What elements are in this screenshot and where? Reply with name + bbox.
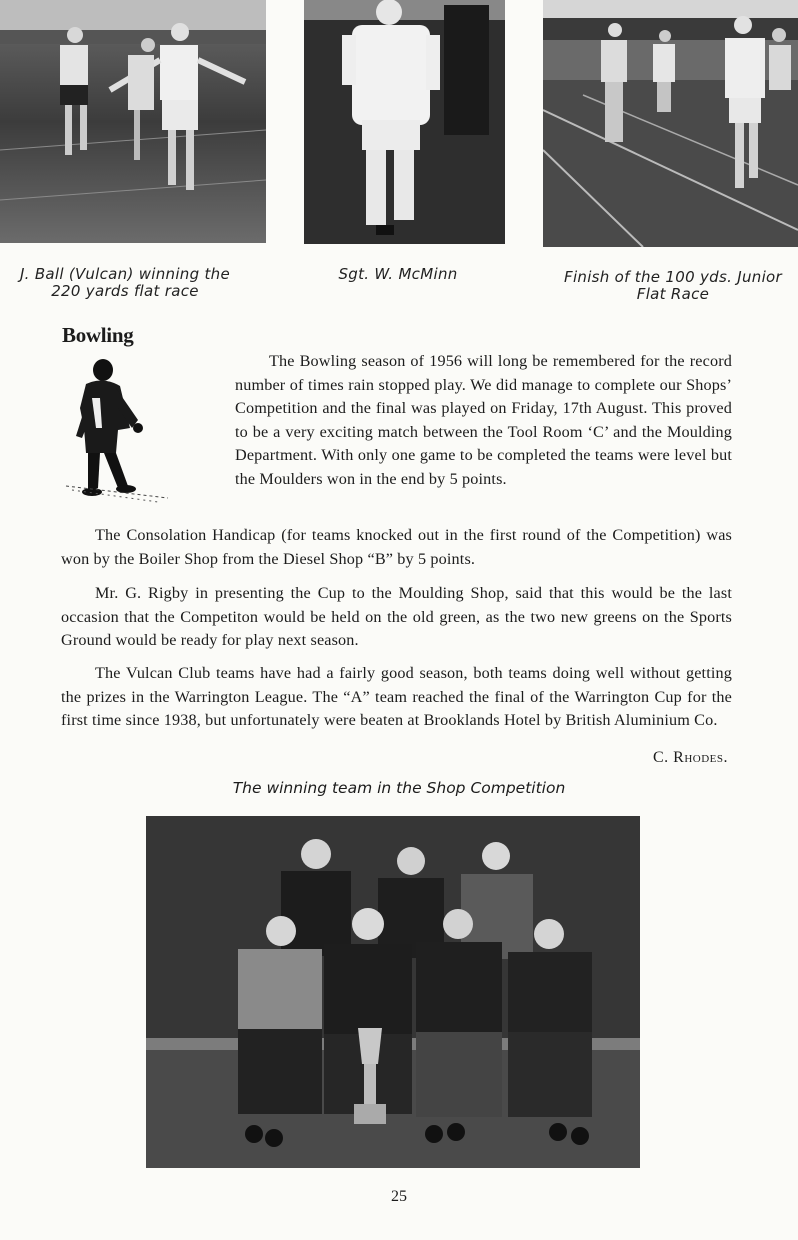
paragraph-season: The Bowling season of 1956 will long be remembered for the record number of times rain stopped play. We did manage to complete our Shops’ Competition and the final was played on Friday, 17th August. This proved to be a very exciting match between the Tool Room ‘C’ and the Moulding Department. With only one game to be completed the teams were level but the Moulders won in the end by 5 points.: [235, 352, 732, 488]
caption-line: Sgt. W. McMinn: [338, 265, 458, 283]
team-photo-caption: The winning team in the Shop Competition: [232, 779, 566, 797]
caption-line: J. Ball (Vulcan) winning the: [19, 265, 231, 283]
caption-ball: [0, 266, 250, 300]
photo-ball-220-yards: [0, 0, 266, 243]
section-heading: Bowling: [62, 323, 134, 347]
caption-line: Finish of the 100 yds. Junior: [564, 268, 782, 286]
paragraph-rigby: Mr. G. Rigby in presenting the Cup to the Moulding Shop, said that this would be the last occasion that the Competiton would be held on the old green, as the two new greens on the Sports Ground would be ready for play next season.: [61, 584, 732, 649]
paragraph-vulcan-club: The Vulcan Club teams have had a fairly good season, both teams doing well without getting the prizes in the Warrington League. The “A” team reached the final of the Warrington Cup for the first time since 1938, but unfortunately were beaten at Brooklands Hotel by British Aluminium Co.: [61, 664, 732, 729]
page-number: 25: [391, 1188, 407, 1205]
photo-winning-team: [146, 816, 640, 1168]
bowler-illustration: [58, 358, 176, 504]
photo-junior-flat-race: [543, 0, 798, 247]
paragraph-consolation: The Consolation Handicap (for teams knocked out in the first round of the Competition) was won by the Boiler Shop from the Diesel Shop “B” by 5 points.: [61, 526, 732, 568]
caption-junior-race: [548, 269, 798, 303]
caption-line: Flat Race: [636, 285, 710, 303]
caption-mcminn: [300, 266, 496, 283]
photo-mcminn: [304, 0, 505, 244]
author-signature: C. Rhodes.: [652, 749, 728, 766]
caption-line: 220 yards flat race: [51, 282, 199, 300]
